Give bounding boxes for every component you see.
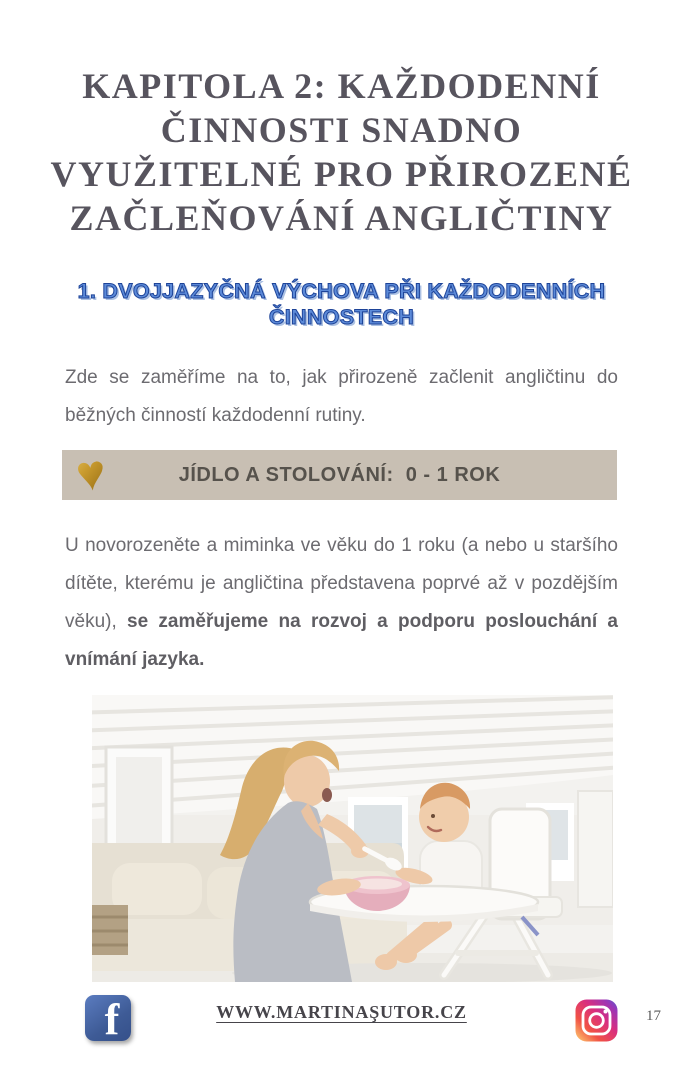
- feeding-photo-illustration: [92, 695, 613, 982]
- page-number: 17: [646, 1008, 661, 1024]
- gold-heart-icon: ♥: [73, 443, 109, 503]
- website-link[interactable]: WWW.MARTINAŞUTOR.CZ: [216, 1002, 467, 1022]
- title-line: KAPITOLA 2: KAŽDODENNÍ: [82, 66, 601, 106]
- feeding-photo: [92, 695, 613, 982]
- body-paragraph-bold: se zaměřujeme na rozvoj a podporu poslouchání a vnímání jazyka.: [65, 611, 618, 670]
- section-banner: [62, 443, 617, 503]
- body-paragraph-normal: U novorozeněte a miminka ve věku do 1 roku (a nebo u staršího dítěte, kterému je angličtina představena poprvé až v pozdějším věku),: [65, 535, 618, 632]
- intro-paragraph: Zde se zaměříme na to, jak přirozeně začlenit angličtinu do běžných činností každodenní rutiny.: [65, 367, 618, 426]
- section-heading-line: 1. DVOJJAZYČNÁ VÝCHOVA PŘI KAŽDODENNÍCH: [77, 279, 606, 303]
- title-line: VYUŽITELNÉ PRO PŘIROZENÉ: [50, 154, 633, 194]
- instagram-icon[interactable]: [575, 999, 618, 1042]
- section-heading-line: ČINNOSTECH: [268, 305, 415, 329]
- body-paragraph: [65, 527, 618, 679]
- banner-label: JÍDLO A STOLOVÁNÍ: 0 - 1 ROK: [178, 463, 501, 486]
- page-title: [20, 64, 663, 240]
- facebook-icon[interactable]: f: [85, 995, 131, 1041]
- section-heading: [10, 278, 673, 330]
- title-line: ČINNOSTI SNADNO: [160, 110, 523, 150]
- title-line: ZAČLEŇOVÁNÍ ANGLIČTINY: [69, 198, 614, 238]
